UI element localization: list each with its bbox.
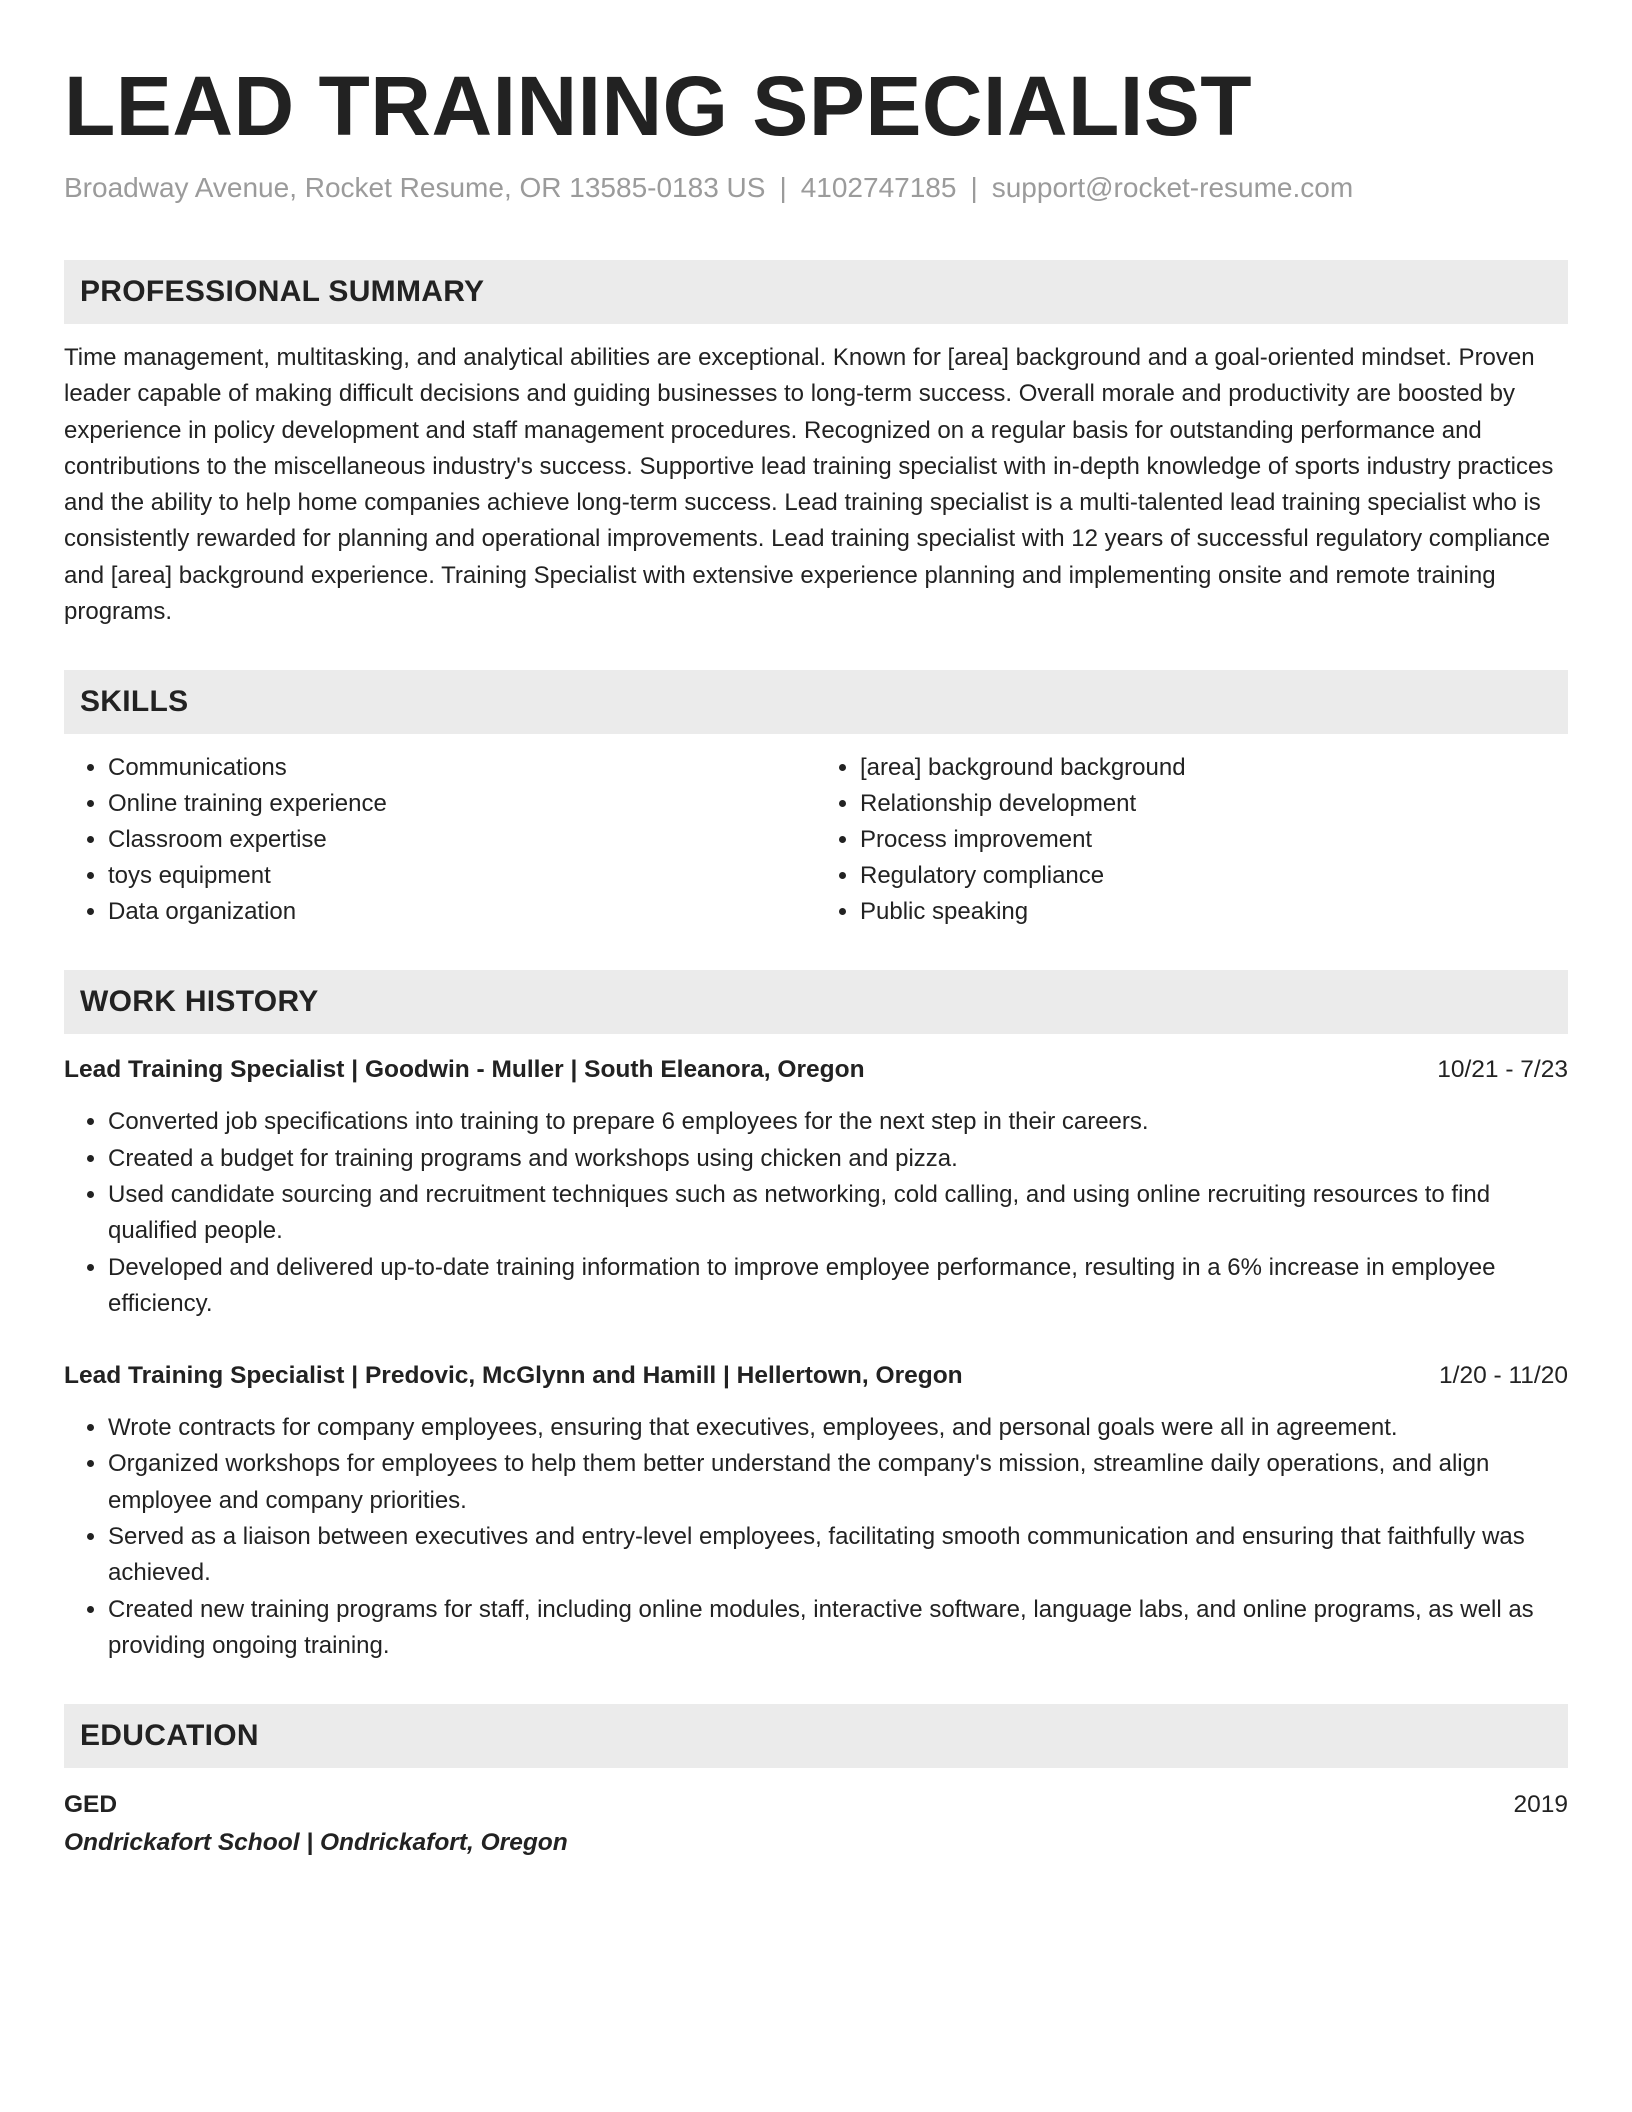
job-bullet: • Developed and delivered up-to-date training information to improve employee performance, resulting in a 6% increase in employee efficiency. (108, 1250, 1568, 1323)
job-bullet: • Used candidate sourcing and recruitment techniques such as networking, cold calling, and using online recruiting resources to find qualified people. (108, 1177, 1568, 1250)
job-dates: 1/20 - 11/20 (1439, 1362, 1568, 1390)
skills-list-right (816, 750, 1568, 930)
skill-item: • Data organization (108, 894, 816, 930)
contact-line (64, 168, 1568, 208)
education-school: Ondrickafort School | Ondrickafort, Oregon (64, 1829, 568, 1857)
skill-item: • Communications (108, 750, 816, 786)
job-bullet: • Converted job specifications into training to prepare 6 employees for the next step in their careers. (108, 1104, 1568, 1140)
resume-name: LEAD TRAINING SPECIALIST (64, 59, 1253, 153)
section-heading-summary: PROFESSIONAL SUMMARY (64, 260, 1568, 324)
skill-item: • Relationship development (860, 786, 1568, 822)
job-header (64, 1358, 1568, 1394)
job-header (64, 1052, 1568, 1088)
job-bullet: • Created new training programs for staff, including online modules, interactive software, language labs, and online programs, as well as providing ongoing training. (108, 1592, 1568, 1665)
job-bullet: • Organized workshops for employees to help them better understand the company's mission, streamline daily operations, and align employee and company priorities. (108, 1446, 1568, 1519)
skill-item: • toys equipment (108, 858, 816, 894)
skill-item: • Online training experience (108, 786, 816, 822)
summary-text: Time management, multitasking, and analytical abilities are exceptional. Known for [area] background and a goal-oriented mindset. Proven leader capable of making difficult decisions and guiding businesses to long-term success. Overall morale and productivity are boosted by experience in policy development and staff management procedures. Recognized on a regular basis for outstanding performance and contributions to the miscellaneous industry's success. Supportive lead training specialist with in-depth knowledge of sports industry practices and the ability to help home companies achieve long-term success. Lead training specialist is a multi-talented lead training specialist who is consistently rewarded for planning and operational improvements. Lead training specialist with 12 years of successful regulatory compliance and [area] background experience. Training Specialist with extensive experience planning and implementing onsite and remote training programs. (64, 344, 1554, 626)
job-dates: 10/21 - 7/23 (1437, 1056, 1568, 1084)
contact-phone: 4102747185 (800, 172, 957, 203)
skills-list-left (64, 750, 816, 930)
section-heading-skills: SKILLS (64, 670, 1568, 734)
job-bullets (64, 1104, 1568, 1322)
job-bullet: • Wrote contracts for company employees, ensuring that executives, employees, and personal goals were all in agreement. (108, 1410, 1568, 1446)
skill-item: • Regulatory compliance (860, 858, 1568, 894)
job-bullet: • Created a budget for training programs and workshops using chicken and pizza. (108, 1141, 1568, 1177)
job-bullet: • Served as a liaison between executives and entry-level employees, facilitating smooth communication and ensuring that faithfully was achieved. (108, 1519, 1568, 1592)
education-row (64, 1786, 1568, 1824)
contact-separator: | (779, 172, 787, 203)
job-title: Lead Training Specialist | Goodwin - Muller | South Eleanora, Oregon (64, 1056, 865, 1084)
education-year: 2019 (1513, 1791, 1568, 1819)
skills-columns (64, 750, 1568, 930)
section-heading-education: EDUCATION (64, 1704, 1568, 1768)
section-heading-work-history: WORK HISTORY (64, 970, 1568, 1034)
job-bullets (64, 1410, 1568, 1664)
skill-item: • Process improvement (860, 822, 1568, 858)
skill-item: • Public speaking (860, 894, 1568, 930)
contact-email: support@rocket-resume.com (991, 172, 1354, 203)
education-degree: GED (64, 1791, 118, 1819)
job-title: Lead Training Specialist | Predovic, McGlynn and Hamill | Hellertown, Oregon (64, 1362, 963, 1390)
skill-item: • [area] background background (860, 750, 1568, 786)
skill-item: • Classroom expertise (108, 822, 816, 858)
contact-address: Broadway Avenue, Rocket Resume, OR 13585-0183 US (64, 172, 766, 203)
contact-separator: | (970, 172, 978, 203)
